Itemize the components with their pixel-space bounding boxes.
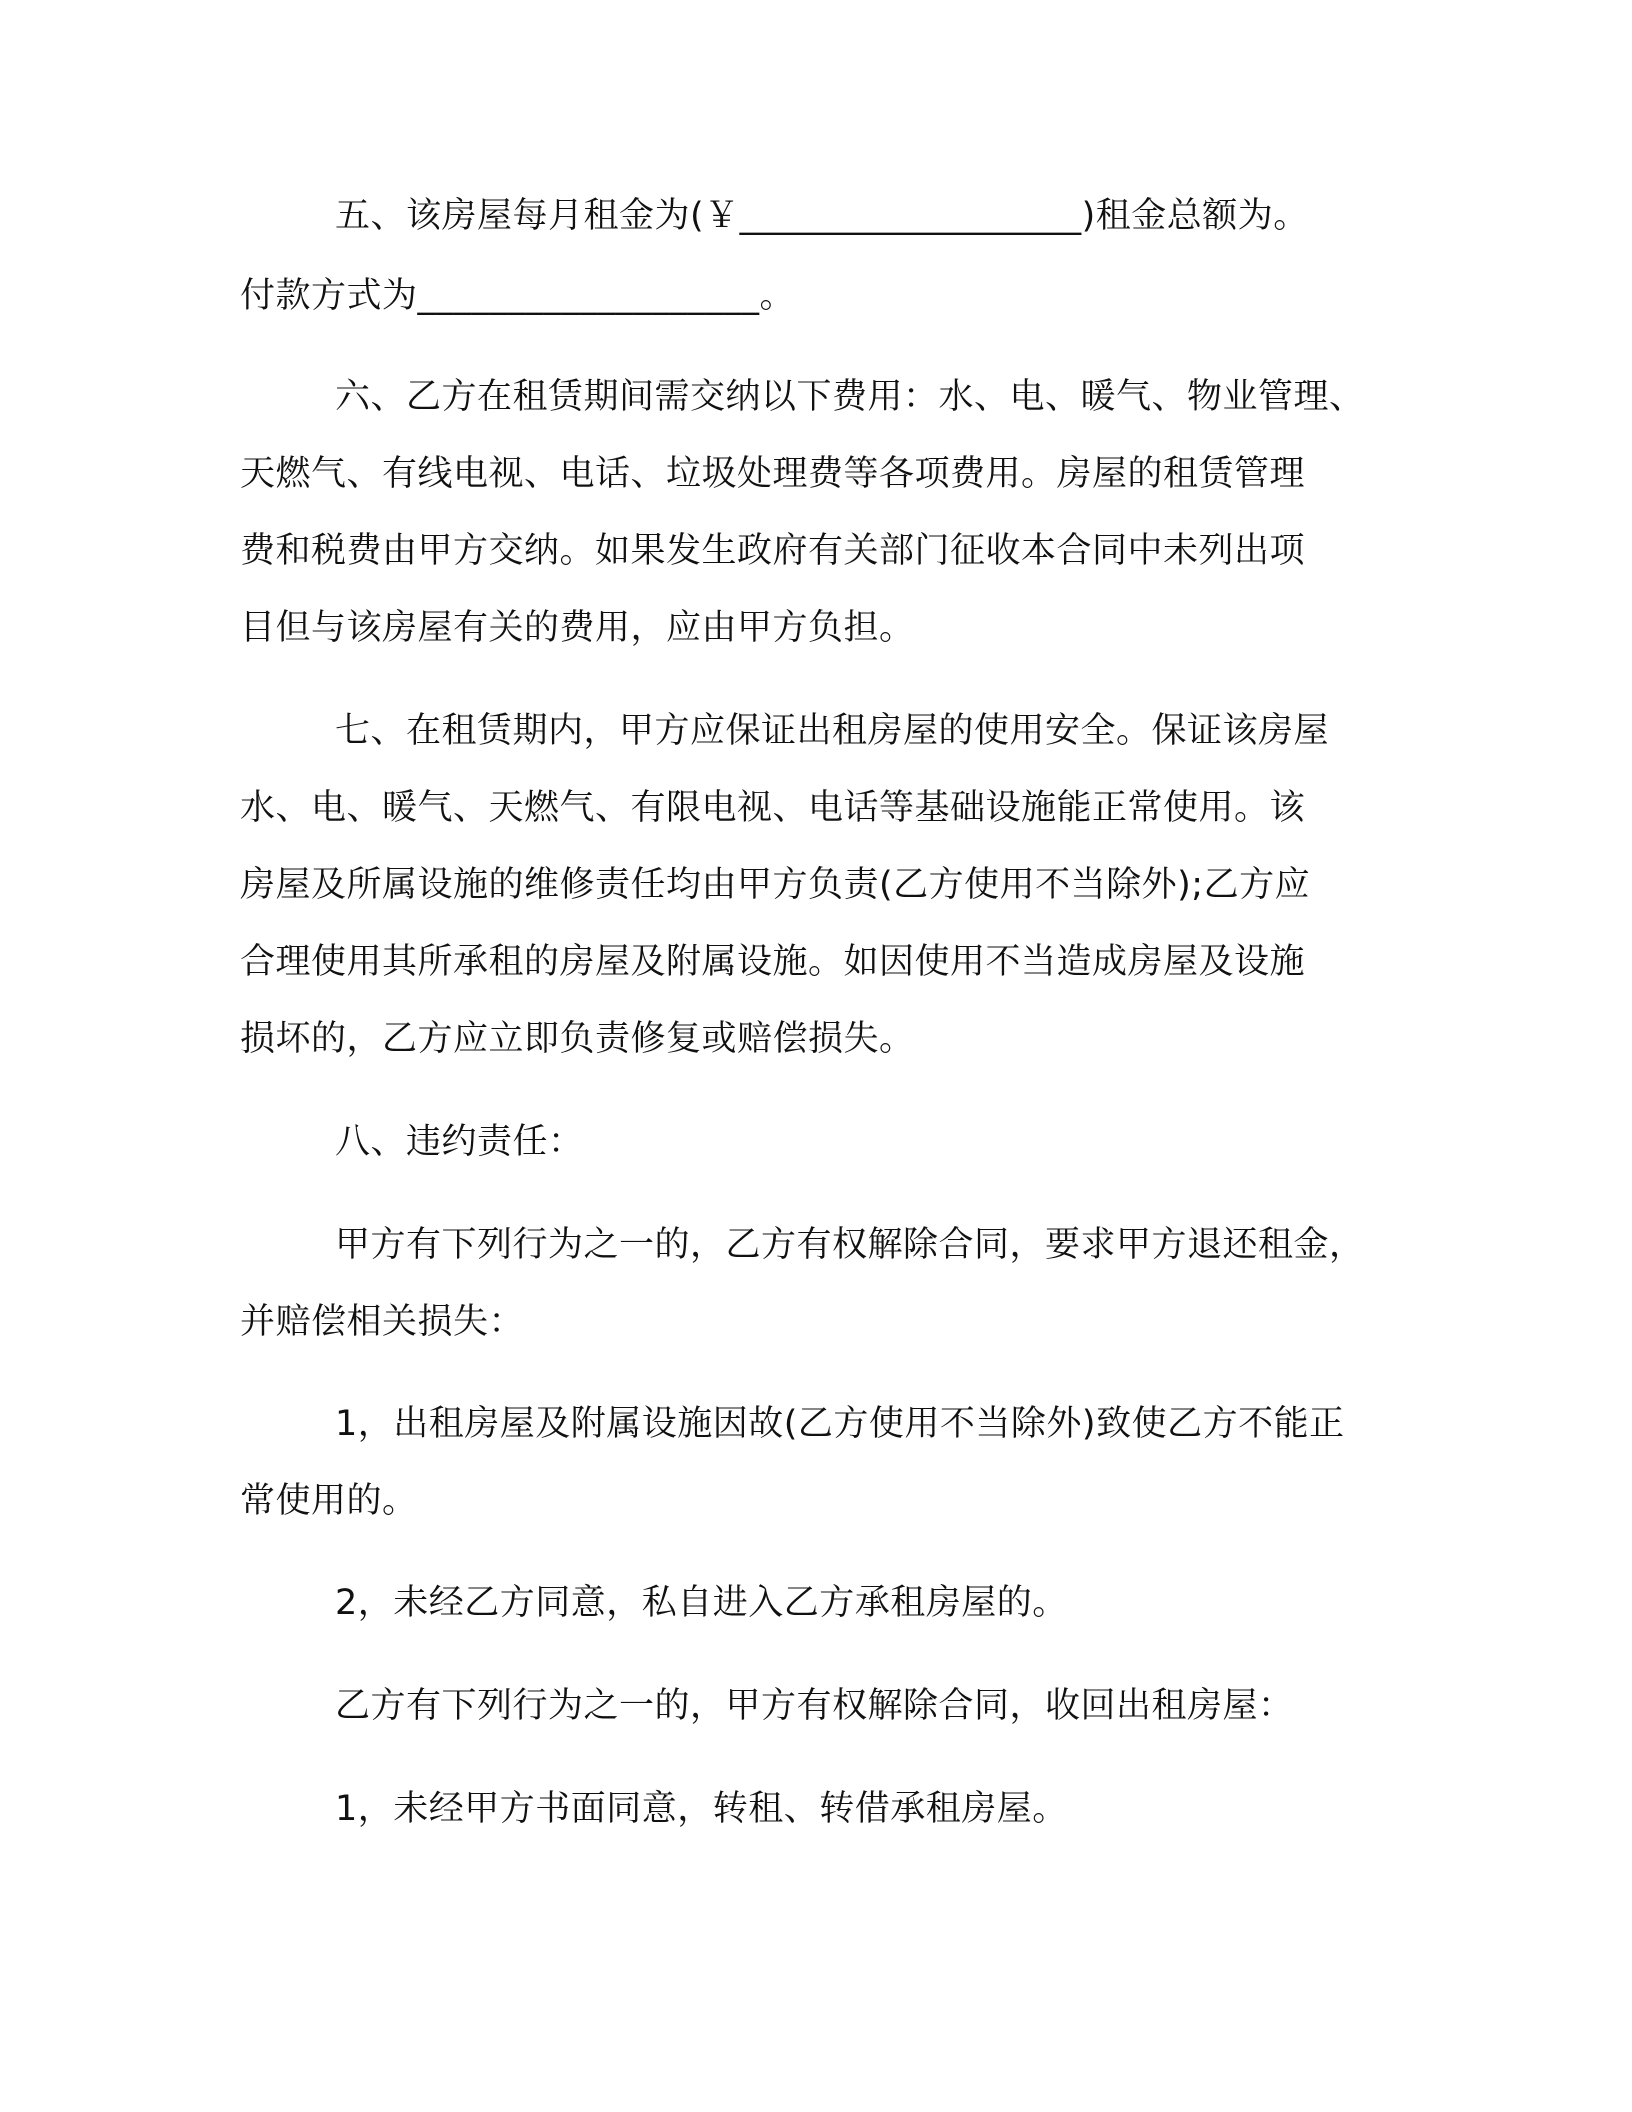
party-a-item-1-line-1: 1，出租房屋及附属设施因故(乙方使用不当除外)致使乙方不能正 (335, 1404, 1345, 1444)
party-a-item-1-line-2: 常使用的。 (240, 1481, 418, 1521)
clause-7-line-3: 房屋及所属设施的维修责任均由甲方负责(乙方使用不当除外);乙方应 (240, 865, 1311, 905)
clause-6-line-3: 费和税费由甲方交纳。如果发生政府有关部门征收本合同中未列出项 (240, 531, 1306, 571)
clause-7-line-4: 合理使用其所承租的房屋及附属设施。如因使用不当造成房屋及设施 (240, 942, 1306, 982)
party-a-breach-line-1: 甲方有下列行为之一的，乙方有权解除合同，要求甲方退还租金， (335, 1225, 1365, 1265)
clause-7-line-2: 水、电、暖气、天燃气、有限电视、电话等基础设施能正常使用。该 (240, 788, 1306, 828)
clause-8-heading: 八、违约责任： (335, 1122, 584, 1162)
clause-7-line-1: 七、在租赁期内，甲方应保证出租房屋的使用安全。保证该房屋 (335, 711, 1330, 751)
clause-7-line-5: 损坏的，乙方应立即负责修复或赔偿损失。 (240, 1019, 915, 1059)
clause-5-line-2: 付款方式为___________________。 (240, 276, 796, 316)
clause-6-line-4: 目但与该房屋有关的费用，应由甲方负担。 (240, 608, 915, 648)
party-b-breach-line: 乙方有下列行为之一的，甲方有权解除合同，收回出租房屋： (335, 1686, 1294, 1726)
party-b-item-1: 1，未经甲方书面同意，转租、转借承租房屋。 (335, 1789, 1068, 1829)
clause-5-line-1: 五、该房屋每月租金为(￥___________________)租金总额为。 (335, 196, 1309, 236)
party-a-item-2: 2，未经乙方同意，私自进入乙方承租房屋的。 (335, 1583, 1068, 1623)
clause-6-line-2: 天燃气、有线电视、电话、垃圾处理费等各项费用。房屋的租赁管理 (240, 454, 1306, 494)
party-a-breach-line-2: 并赔偿相关损失： (240, 1302, 525, 1342)
clause-6-line-1: 六、乙方在租赁期间需交纳以下费用：水、电、暖气、物业管理、 (335, 377, 1365, 417)
